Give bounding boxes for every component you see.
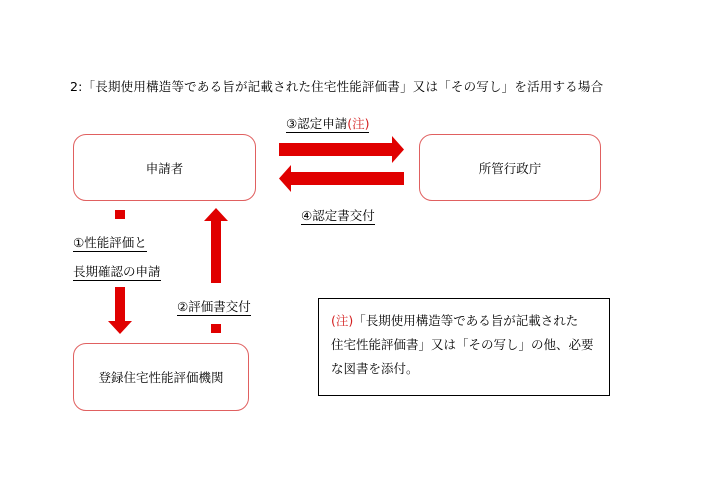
step2-label bbox=[177, 297, 251, 315]
arrow-step1-down bbox=[108, 287, 132, 334]
government-label: 所管行政庁 bbox=[478, 160, 542, 176]
note-text-line3: な図書を添付。 bbox=[331, 361, 419, 376]
note-line1 bbox=[331, 309, 601, 333]
step4-label bbox=[301, 206, 375, 224]
note-text-line2: 住宅性能評価書」又は「その写し」の他、必要 bbox=[331, 337, 594, 352]
step1-label-line1 bbox=[73, 233, 147, 251]
step1-text-line1: ①性能評価と bbox=[73, 235, 147, 250]
agency-label: 登録住宅性能評価機関 bbox=[98, 370, 224, 385]
arrow-step4-left bbox=[279, 165, 404, 192]
step3-note-marker: (注) bbox=[347, 116, 370, 131]
step3-text: ③認定申請 bbox=[286, 116, 348, 131]
step2-text: ②評価書交付 bbox=[177, 299, 251, 314]
arrow-step2-up bbox=[204, 208, 228, 283]
applicant-label: 申請者 bbox=[145, 160, 184, 176]
step3-label bbox=[286, 114, 369, 132]
arrow-step3-right bbox=[279, 136, 404, 163]
arrow-step1-stub bbox=[115, 210, 125, 219]
step4-text: ④認定書交付 bbox=[301, 208, 375, 223]
note-marker: (注) bbox=[331, 313, 354, 328]
step1-label-line2 bbox=[73, 262, 161, 280]
arrow-step2-stub bbox=[211, 324, 221, 333]
diagram-title: 2:「長期使用構造等である旨が記載された住宅性能評価書」又は「その写し」を活用する場合 bbox=[70, 79, 604, 94]
note-box bbox=[318, 298, 610, 396]
step1-text-line2: 長期確認の申請 bbox=[73, 264, 161, 279]
note-text-line1: 「長期使用構造等である旨が記載された bbox=[353, 313, 579, 328]
